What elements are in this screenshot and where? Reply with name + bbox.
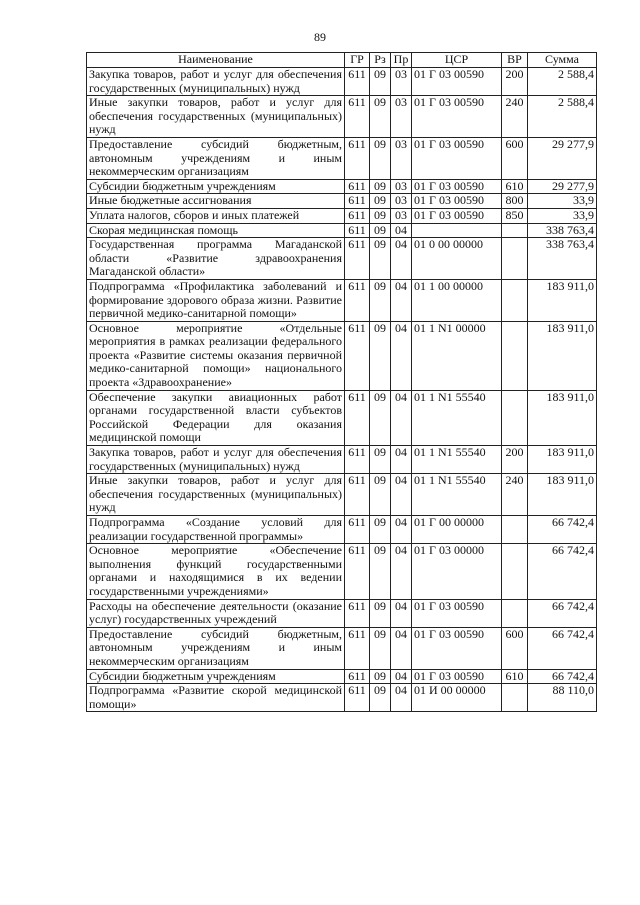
cell-name: Основное мероприятие «Отдельные мероприятия в рамках реализации федерального проекта «Развитие системы оказания первичной медико-санитарной помощи» национального проекта «Здравоохранение» xyxy=(87,321,345,390)
cell-csr: 01 Г 03 00590 xyxy=(412,627,502,669)
table-row xyxy=(87,684,597,712)
cell-vr: 240 xyxy=(502,474,528,516)
cell-vr xyxy=(502,223,528,238)
cell-csr: 01 Г 03 00590 xyxy=(412,137,502,179)
cell-vr xyxy=(502,238,528,280)
cell-gr: 611 xyxy=(345,223,370,238)
cell-vr: 800 xyxy=(502,194,528,209)
cell-vr: 200 xyxy=(502,68,528,96)
header-gr: ГР xyxy=(345,53,370,68)
cell-rz: 09 xyxy=(370,321,391,390)
cell-pr: 03 xyxy=(391,96,412,138)
cell-pr: 04 xyxy=(391,279,412,321)
cell-pr: 03 xyxy=(391,208,412,223)
cell-pr: 04 xyxy=(391,446,412,474)
cell-rz: 09 xyxy=(370,669,391,684)
table-row xyxy=(87,446,597,474)
cell-vr xyxy=(502,599,528,627)
cell-name: Закупка товаров, работ и услуг для обеспечения государственных (муниципальных) нужд xyxy=(87,446,345,474)
cell-sum: 66 742,4 xyxy=(528,544,597,599)
page-number: 89 xyxy=(314,30,326,44)
cell-vr: 240 xyxy=(502,96,528,138)
cell-sum: 338 763,4 xyxy=(528,238,597,280)
cell-sum: 183 911,0 xyxy=(528,474,597,516)
table-row xyxy=(87,96,597,138)
cell-gr: 611 xyxy=(345,68,370,96)
cell-vr: 610 xyxy=(502,179,528,194)
cell-name: Скорая медицинская помощь xyxy=(87,223,345,238)
cell-pr: 03 xyxy=(391,137,412,179)
table-row xyxy=(87,137,597,179)
cell-gr: 611 xyxy=(345,96,370,138)
cell-name: Подпрограмма «Профилактика заболеваний и формирование здорового образа жизни. Развитие первичной медико-санитарной помощи» xyxy=(87,279,345,321)
cell-name: Государственная программа Магаданской области «Развитие здравоохранения Магаданской области» xyxy=(87,238,345,280)
cell-csr: 01 Г 03 00590 xyxy=(412,599,502,627)
cell-vr: 600 xyxy=(502,627,528,669)
cell-gr: 611 xyxy=(345,516,370,544)
cell-rz: 09 xyxy=(370,137,391,179)
table-row xyxy=(87,179,597,194)
cell-vr: 200 xyxy=(502,446,528,474)
cell-name: Основное мероприятие «Обеспечение выполнения функций государственными органами и находящимися в их ведении государственными учреждениями» xyxy=(87,544,345,599)
cell-sum: 66 742,4 xyxy=(528,516,597,544)
cell-gr: 611 xyxy=(345,669,370,684)
cell-pr: 03 xyxy=(391,194,412,209)
cell-rz: 09 xyxy=(370,627,391,669)
cell-vr xyxy=(502,684,528,712)
cell-pr: 03 xyxy=(391,68,412,96)
header-csr: ЦСР xyxy=(412,53,502,68)
cell-sum: 66 742,4 xyxy=(528,669,597,684)
cell-pr: 04 xyxy=(391,321,412,390)
cell-rz: 09 xyxy=(370,96,391,138)
header-name: Наименование xyxy=(87,53,345,68)
cell-vr: 600 xyxy=(502,137,528,179)
cell-gr: 611 xyxy=(345,544,370,599)
cell-csr: 01 Г 00 00000 xyxy=(412,516,502,544)
table-row xyxy=(87,390,597,445)
cell-sum: 29 277,9 xyxy=(528,137,597,179)
table-row xyxy=(87,599,597,627)
cell-pr: 04 xyxy=(391,599,412,627)
cell-csr: 01 Г 03 00590 xyxy=(412,208,502,223)
cell-gr: 611 xyxy=(345,599,370,627)
cell-csr: 01 1 N1 55540 xyxy=(412,474,502,516)
cell-name: Иные бюджетные ассигнования xyxy=(87,194,345,209)
cell-name: Субсидии бюджетным учреждениям xyxy=(87,179,345,194)
cell-sum: 338 763,4 xyxy=(528,223,597,238)
cell-pr: 04 xyxy=(391,223,412,238)
table-row xyxy=(87,208,597,223)
cell-rz: 09 xyxy=(370,516,391,544)
cell-csr: 01 Г 03 00590 xyxy=(412,96,502,138)
cell-rz: 09 xyxy=(370,474,391,516)
table-row xyxy=(87,474,597,516)
cell-gr: 611 xyxy=(345,321,370,390)
cell-rz: 09 xyxy=(370,279,391,321)
table-row xyxy=(87,238,597,280)
cell-sum: 2 588,4 xyxy=(528,68,597,96)
cell-name: Обеспечение закупки авиационных работ органами государственной власти субъектов Российской Федерации для оказания медицинской помощи xyxy=(87,390,345,445)
cell-pr: 03 xyxy=(391,179,412,194)
cell-name: Иные закупки товаров, работ и услуг для обеспечения государственных (муниципальных) нужд xyxy=(87,474,345,516)
cell-name: Иные закупки товаров, работ и услуг для обеспечения государственных (муниципальных) нужд xyxy=(87,96,345,138)
cell-vr: 610 xyxy=(502,669,528,684)
header-pr: Пр xyxy=(391,53,412,68)
table-row xyxy=(87,627,597,669)
cell-gr: 611 xyxy=(345,627,370,669)
cell-csr: 01 Г 03 00000 xyxy=(412,544,502,599)
header-sum: Сумма xyxy=(528,53,597,68)
cell-rz: 09 xyxy=(370,223,391,238)
cell-rz: 09 xyxy=(370,544,391,599)
table-body xyxy=(87,68,597,712)
cell-vr xyxy=(502,279,528,321)
cell-sum: 29 277,9 xyxy=(528,179,597,194)
cell-sum: 66 742,4 xyxy=(528,627,597,669)
cell-pr: 04 xyxy=(391,544,412,599)
cell-sum: 183 911,0 xyxy=(528,321,597,390)
cell-csr: 01 И 00 00000 xyxy=(412,684,502,712)
cell-pr: 04 xyxy=(391,627,412,669)
cell-sum: 66 742,4 xyxy=(528,599,597,627)
cell-csr: 01 Г 03 00590 xyxy=(412,179,502,194)
table-row xyxy=(87,279,597,321)
table-row xyxy=(87,68,597,96)
table-row xyxy=(87,223,597,238)
cell-gr: 611 xyxy=(345,474,370,516)
cell-gr: 611 xyxy=(345,238,370,280)
cell-pr: 04 xyxy=(391,516,412,544)
cell-gr: 611 xyxy=(345,208,370,223)
cell-vr xyxy=(502,390,528,445)
cell-rz: 09 xyxy=(370,208,391,223)
table-row xyxy=(87,544,597,599)
cell-pr: 04 xyxy=(391,390,412,445)
table-row xyxy=(87,194,597,209)
cell-csr: 01 0 00 00000 xyxy=(412,238,502,280)
cell-sum: 183 911,0 xyxy=(528,446,597,474)
cell-gr: 611 xyxy=(345,179,370,194)
cell-name: Подпрограмма «Развитие скорой медицинской помощи» xyxy=(87,684,345,712)
cell-vr xyxy=(502,544,528,599)
cell-pr: 04 xyxy=(391,669,412,684)
cell-csr: 01 1 N1 55540 xyxy=(412,446,502,474)
cell-rz: 09 xyxy=(370,238,391,280)
cell-sum: 183 911,0 xyxy=(528,390,597,445)
cell-name: Уплата налогов, сборов и иных платежей xyxy=(87,208,345,223)
cell-rz: 09 xyxy=(370,390,391,445)
cell-sum: 2 588,4 xyxy=(528,96,597,138)
table-row xyxy=(87,669,597,684)
cell-gr: 611 xyxy=(345,684,370,712)
table-row xyxy=(87,321,597,390)
header-rz: Рз xyxy=(370,53,391,68)
cell-rz: 09 xyxy=(370,684,391,712)
cell-rz: 09 xyxy=(370,68,391,96)
cell-rz: 09 xyxy=(370,194,391,209)
cell-vr xyxy=(502,321,528,390)
cell-rz: 09 xyxy=(370,446,391,474)
cell-gr: 611 xyxy=(345,137,370,179)
cell-gr: 611 xyxy=(345,194,370,209)
cell-pr: 04 xyxy=(391,474,412,516)
cell-gr: 611 xyxy=(345,446,370,474)
cell-sum: 33,9 xyxy=(528,194,597,209)
cell-csr xyxy=(412,223,502,238)
cell-csr: 01 Г 03 00590 xyxy=(412,68,502,96)
cell-pr: 04 xyxy=(391,684,412,712)
cell-vr xyxy=(502,516,528,544)
header-vr: ВР xyxy=(502,53,528,68)
header-row xyxy=(87,53,597,68)
table-row xyxy=(87,516,597,544)
cell-csr: 01 Г 03 00590 xyxy=(412,194,502,209)
cell-name: Предоставление субсидий бюджетным, автономным учреждениям и иным некоммерческим организациям xyxy=(87,137,345,179)
cell-gr: 611 xyxy=(345,390,370,445)
cell-name: Подпрограмма «Создание условий для реализации государственной программы» xyxy=(87,516,345,544)
cell-csr: 01 1 N1 55540 xyxy=(412,390,502,445)
budget-table xyxy=(86,52,597,712)
cell-csr: 01 1 N1 00000 xyxy=(412,321,502,390)
cell-rz: 09 xyxy=(370,179,391,194)
cell-gr: 611 xyxy=(345,279,370,321)
cell-name: Расходы на обеспечение деятельности (оказание услуг) государственных учреждений xyxy=(87,599,345,627)
cell-sum: 88 110,0 xyxy=(528,684,597,712)
cell-csr: 01 1 00 00000 xyxy=(412,279,502,321)
cell-name: Предоставление субсидий бюджетным, автономным учреждениям и иным некоммерческим организациям xyxy=(87,627,345,669)
cell-sum: 33,9 xyxy=(528,208,597,223)
cell-name: Субсидии бюджетным учреждениям xyxy=(87,669,345,684)
cell-pr: 04 xyxy=(391,238,412,280)
cell-rz: 09 xyxy=(370,599,391,627)
cell-sum: 183 911,0 xyxy=(528,279,597,321)
cell-csr: 01 Г 03 00590 xyxy=(412,669,502,684)
cell-name: Закупка товаров, работ и услуг для обеспечения государственных (муниципальных) нужд xyxy=(87,68,345,96)
cell-vr: 850 xyxy=(502,208,528,223)
